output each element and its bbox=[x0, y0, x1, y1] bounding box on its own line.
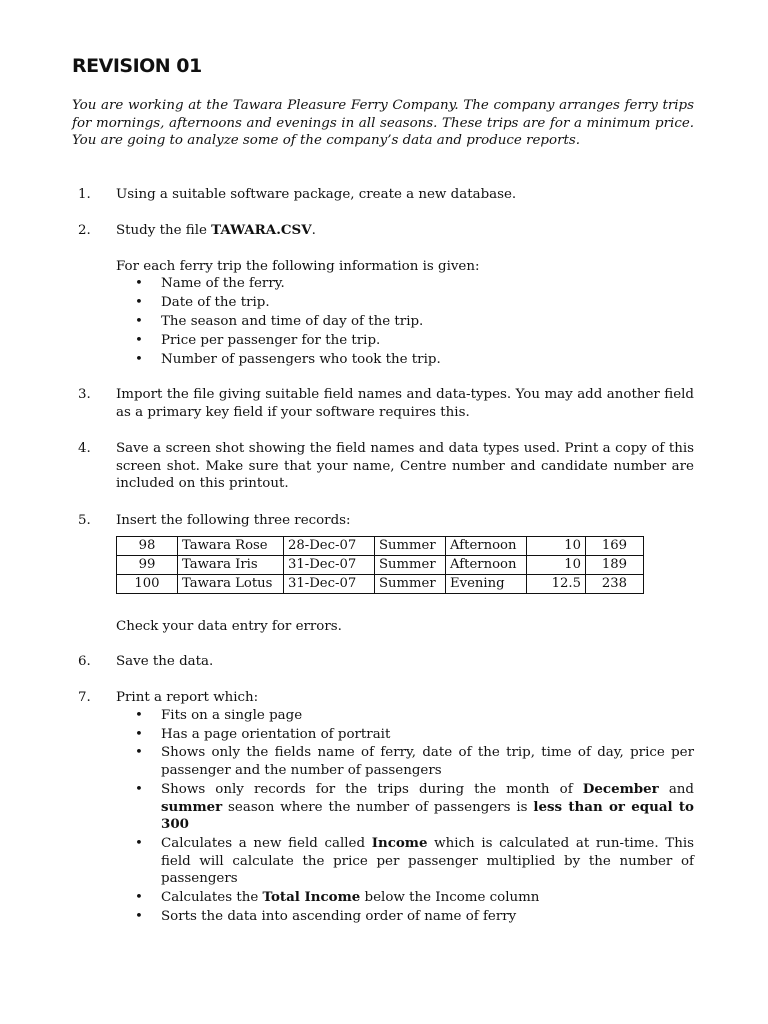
bullet-icon: • bbox=[135, 295, 143, 310]
table-cell: Tawara Rose bbox=[178, 537, 284, 556]
table-cell: Summer bbox=[375, 575, 446, 594]
table-cell: 238 bbox=[586, 575, 644, 594]
table-cell: 31-Dec-07 bbox=[284, 575, 375, 594]
bullet-icon: • bbox=[135, 909, 143, 924]
task-number: 2. bbox=[78, 223, 91, 238]
bullet-icon: • bbox=[135, 890, 143, 905]
bullet-icon: • bbox=[135, 727, 143, 742]
task-text: Print a report which: bbox=[116, 690, 259, 705]
table-cell: Summer bbox=[375, 556, 446, 575]
task-number: 3. bbox=[78, 387, 91, 402]
task-text: Using a suitable software package, create a new database. bbox=[116, 187, 517, 202]
records-table bbox=[116, 536, 644, 594]
task-number: 1. bbox=[78, 187, 91, 202]
bullet-icon: • bbox=[135, 314, 143, 329]
table-row bbox=[117, 537, 644, 556]
task-text: Import the file giving suitable field names and data-types. You may add another field as a primary key field if your software requires this. bbox=[116, 387, 694, 420]
bullet-icon: • bbox=[135, 745, 143, 760]
file-name: TAWARA.CSV bbox=[211, 222, 312, 238]
table-row bbox=[117, 575, 644, 594]
table-cell: 99 bbox=[117, 556, 178, 575]
bullet-icon: • bbox=[135, 708, 143, 723]
task-text: Save the data. bbox=[116, 654, 214, 669]
table-cell: 100 bbox=[117, 575, 178, 594]
table-cell: Afternoon bbox=[446, 556, 527, 575]
task-number: 7. bbox=[78, 690, 91, 705]
table-cell: 28-Dec-07 bbox=[284, 537, 375, 556]
page-title: REVISION 01 bbox=[72, 55, 202, 77]
table-cell: 31-Dec-07 bbox=[284, 556, 375, 575]
bullet-icon: • bbox=[135, 836, 143, 851]
task-text: Insert the following three records: bbox=[116, 513, 351, 528]
table-cell: Summer bbox=[375, 537, 446, 556]
table-cell: Evening bbox=[446, 575, 527, 594]
table-cell: 12.5 bbox=[527, 575, 586, 594]
table-cell: Tawara Lotus bbox=[178, 575, 284, 594]
table-cell: 189 bbox=[586, 556, 644, 575]
table-cell: 98 bbox=[117, 537, 178, 556]
table-cell: 10 bbox=[527, 556, 586, 575]
bullet-icon: • bbox=[135, 782, 143, 797]
table-row bbox=[117, 556, 644, 575]
document-page: REVISION 01 You are working at the Tawara Pleasure Ferry Company. The company arranges ferry trips for mornings, afternoons and evenings in all seasons. These trips are for a minimum price. You are going to analyze some of the company’s data and produce reports. 1. Using a suitable software package, create a new database. 2. Study the file TAWARA.CSV. For each ferry trip the following information is given: • Name of the ferry. • Date of the trip. • The season and time of day of the trip. • Price per passenger for the trip. • Number of passengers who took the trip. 3. Import the file giving suitable field names and data-types. You may add another field as a primary key field if your software requires this. 4. Save a screen shot showing the field names and data types used. Print a copy of this screen shot. Make sure that your name, Centre number and candidate number are included on this printout. 5. Insert the following three records: 98 Tawara Rose 28-Dec-07 Summer Afternoon 10 169 99 Tawara Iris 31-Dec-07 Summer Afternoon 10 189 100 Tawara Lotus 31-Dec-07 Summer Evening 12.5 238 Check your data entry for errors. 6. Save the data. 7. Print a report which: • Fits on a single page • Has a page orientation of portrait • Shows only the fields name of ferry, date of the trip, time of day, price per passenger and the number of passengers • Shows only records for the trips during the month of December and summer season where the number of passengers is less than or equal to 300 • Calculates a new field called Income which is calculated at run-time. This field will calculate the price per passenger multiplied by the number of passengers • Calculates the Total Income below the Income column • Sorts the data into ascending order of name of ferry bbox=[72, 55, 695, 924]
task-text: Save a screen shot showing the field names and data types used. Print a copy of this screen shot. Make sure that your name, Centre number and candidate number are included on this printout. bbox=[116, 441, 694, 492]
task-number: 4. bbox=[78, 441, 91, 456]
bullet-icon: • bbox=[135, 333, 143, 348]
bullet-icon: • bbox=[135, 276, 143, 291]
table-cell: 10 bbox=[527, 537, 586, 556]
task-text: Study the file TAWARA.CSV. bbox=[116, 222, 316, 238]
table-cell: 169 bbox=[586, 537, 644, 556]
task-number: 6. bbox=[78, 654, 91, 669]
table-cell: Tawara Iris bbox=[178, 556, 284, 575]
intro-paragraph: You are working at the Tawara Pleasure Ferry Company. The company arranges ferry trips for mornings, afternoons and evenings in all seasons. These trips are for a minimum price. You are going to analyze some of the company’s data and produce reports. bbox=[72, 98, 694, 149]
bullet-icon: • bbox=[135, 352, 143, 367]
task-number: 5. bbox=[78, 513, 91, 528]
table-cell: Afternoon bbox=[446, 537, 527, 556]
